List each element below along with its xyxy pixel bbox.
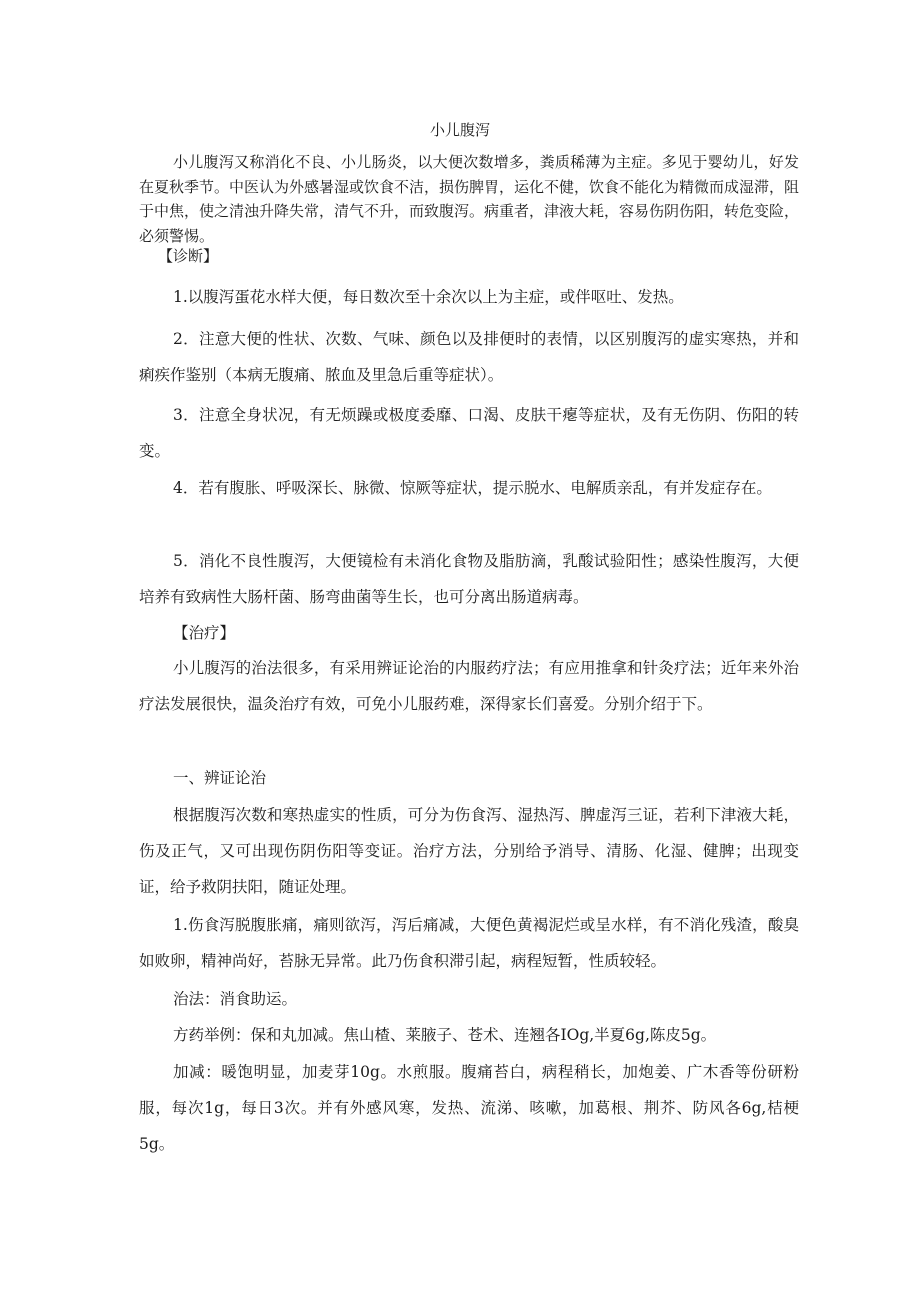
modification-paragraph: 加减：暖饱明显，加麦芽10g。水煎服。腹痛苔白，病程稍长，加炮姜、广木香等份研粉服，每次1g，每日3次。并有外感风寒，发热、流涕、咳嗽，加葛根、荆芥、防风各6g,桔梗5g。 xyxy=(139,1063,799,1153)
differentiation-paragraph: 根据腹泻次数和寒热虚实的性质，可分为伤食泻、湿热泻、脾虚泻三证，若利下津液大耗，伤及正气，又可出现伤阴伤阳等变证。治疗方法，分别给予消导、清肠、化湿、健脾；出现变证，给予救阴扶阳，随证处理。 xyxy=(139,806,799,896)
document-title: 小儿腹泻 xyxy=(429,121,490,139)
prescription-example: 方药举例：保和丸加减。焦山楂、莱腋子、苍术、连翘各IOg,半夏6g,陈皮5g。 xyxy=(173,1026,717,1044)
intro-paragraph: 小儿腹泻又称消化不良、小儿肠炎，以大便次数增多，粪质稀薄为主症。多见于婴幼儿，好发在夏秋季节。中医认为外感暑湿或饮食不洁，损伤脾胃，运化不健，饮食不能化为精微而成湿滞，阻于中焦，使之清浊升降失常，清气不升，而致腹泻。病重者，津液大耗，容易伤阴伤阳，转危变险，必须警惕。 xyxy=(139,153,800,245)
treatment-method: 治法：消食助运。 xyxy=(173,990,298,1008)
case-food-injury: 1.伤食泻脱腹胀痛，痛则欲泻，泻后痛减，大便色黄褐泥烂或呈水样，有不消化残渣，酸臭如败卵，精神尚好，苔脉无异常。此乃伤食积滞引起，病程短暂，性质较轻。 xyxy=(139,916,799,970)
diagnosis-heading: 【诊断】 xyxy=(158,247,219,265)
diagnosis-item-1: 1.以腹泻蛋花水样大便，每日数次至十余次以上为主症，或伴呕吐、发热。 xyxy=(173,288,684,306)
diagnosis-item-2: 2．注意大便的性状、次数、气味、颜色以及排便时的表情，以区别腹泻的虚实寒热，并和痢疾作鉴别（本病无腹痛、脓血及里急后重等症状）。 xyxy=(139,330,799,384)
treatment-heading: 【治疗】 xyxy=(173,624,236,642)
diagnosis-item-5: 5．消化不良性腹泻，大便镜检有未消化食物及脂肪滴，乳酸试验阳性；感染性腹泻，大便培养有致病性大肠杆菌、肠弯曲菌等生长，也可分离出肠道病毒。 xyxy=(139,552,799,606)
section-title-differentiation: 一、辨证论治 xyxy=(173,769,267,787)
diagnosis-item-4: 4．若有腹胀、呼吸深长、脉微、惊厥等症状，提示脱水、电解质亲乱，有并发症存在。 xyxy=(173,479,772,497)
diagnosis-item-3: 3．注意全身状况，有无烦躁或极度委靡、口渴、皮肤干瘪等症状，及有无伤阴、伤阳的转变。 xyxy=(139,406,799,460)
treatment-intro: 小儿腹泻的治法很多，有采用辨证论治的内服药疗法；有应用推拿和针灸疗法；近年来外治疗法发展很快，温灸治疗有效，可免小儿服药难，深得家长们喜爱。分别介绍于下。 xyxy=(139,659,799,713)
